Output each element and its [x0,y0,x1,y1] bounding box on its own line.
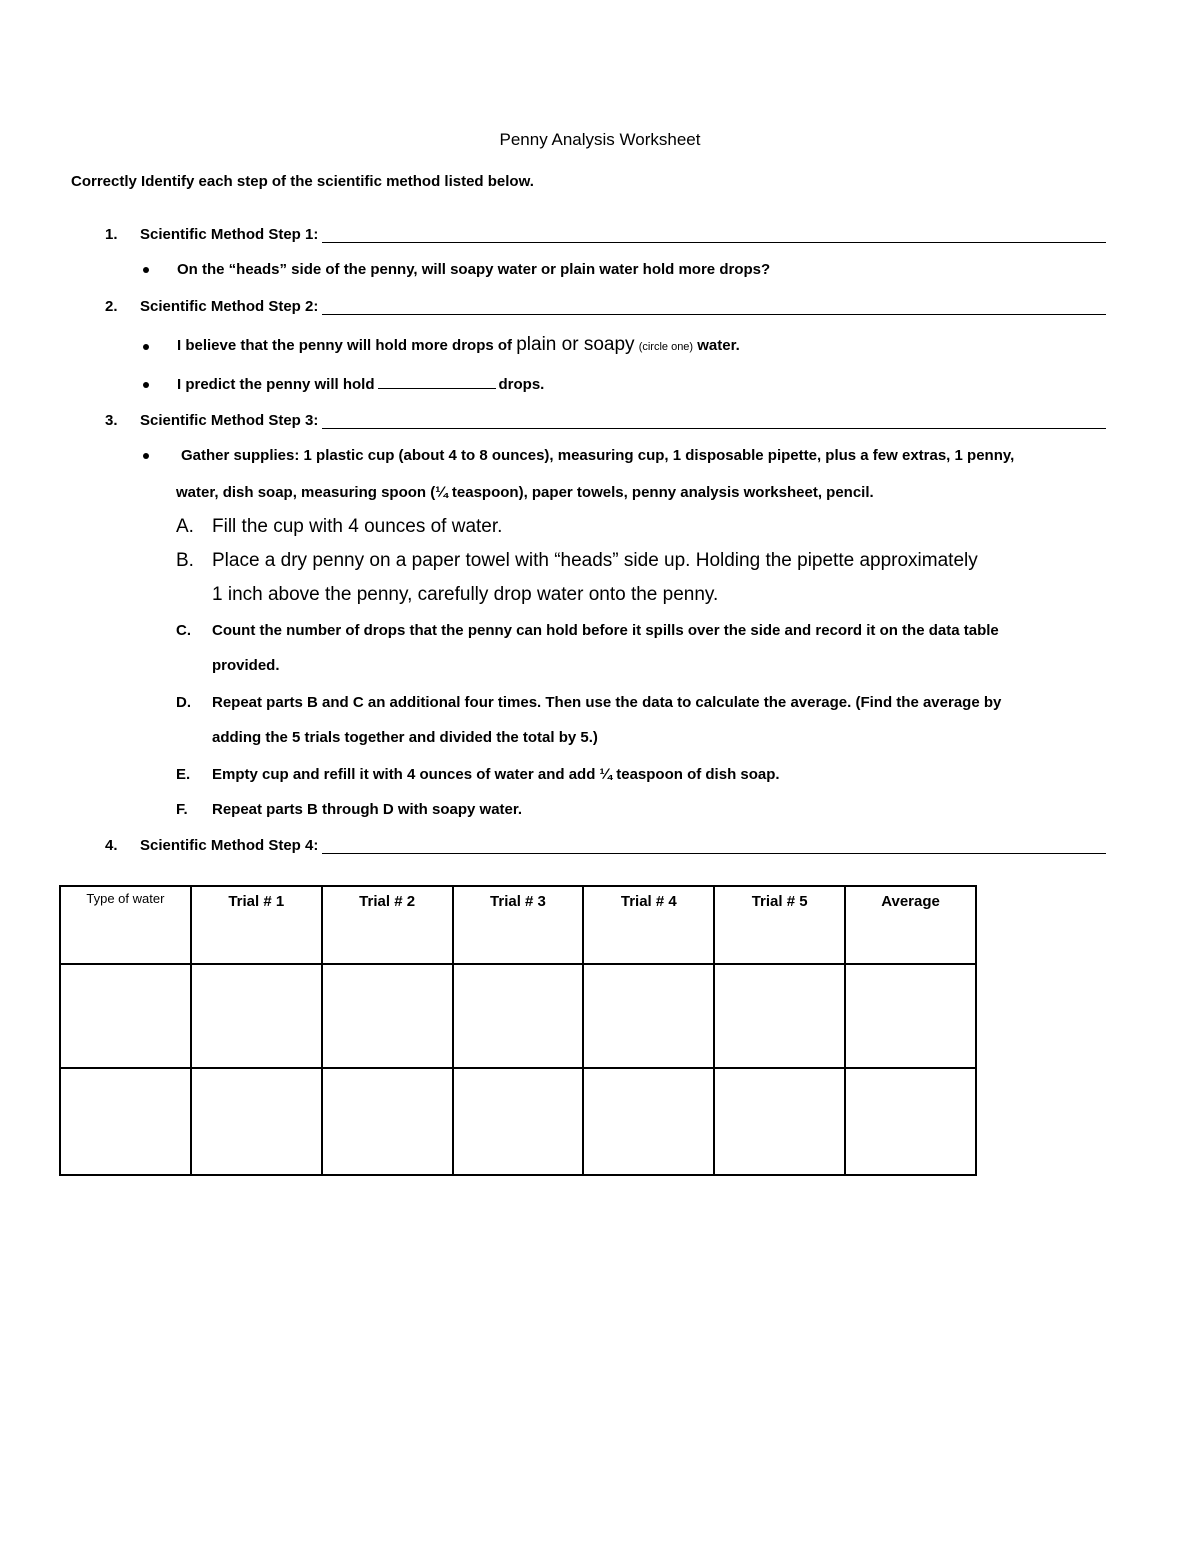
procedure-text: Place a dry penny on a paper towel with “heads” side up. Holding the pipette approximately [212,550,978,571]
step-number: 1. [105,226,118,243]
page-title: Penny Analysis Worksheet [499,130,701,149]
table-cell[interactable] [714,1068,845,1175]
step-1 [140,226,1106,243]
table-cell[interactable] [583,1068,714,1175]
step-label: Scientific Method Step 2: [140,298,319,315]
step-number: 2. [105,298,118,315]
data-table [59,885,977,1176]
prediction-statement: I predict the penny will hold drops. [177,376,545,393]
procedure-text: 1 inch above the penny, carefully drop water onto the penny. [212,584,719,605]
circle-choice[interactable]: plain or soapy [516,334,635,355]
table-cell[interactable] [583,964,714,1068]
answer-line[interactable] [322,414,1106,429]
header-trial-1: Trial # 1 [191,886,322,964]
step-4 [140,837,1106,854]
header-trial-5: Trial # 5 [714,886,845,964]
header-type-of-water: Type of water [60,886,191,964]
table-cell[interactable] [714,964,845,1068]
table-cell[interactable] [191,964,322,1068]
table-cell[interactable] [60,964,191,1068]
step-number: 4. [105,837,118,854]
procedure-letter: E. [176,766,191,783]
table-cell[interactable] [322,964,453,1068]
procedure-letter: F. [176,801,188,818]
supplies-line-2: water, dish soap, measuring spoon (¼ teaspoon), paper towels, penny analysis worksheet, pencil. [176,484,874,501]
table-cell[interactable] [191,1068,322,1175]
procedure-text: adding the 5 trials together and divided the total by 5.) [212,729,598,746]
procedure-text: provided. [212,657,280,674]
procedure-text: Fill the cup with 4 ounces of water. [212,516,503,537]
bullet-dot [143,453,149,459]
answer-line[interactable] [322,300,1106,315]
instructions: Correctly Identify each step of the scientific method listed below. [71,173,534,190]
bullet-dot [143,382,149,388]
table-cell[interactable] [845,964,976,1068]
prediction-blank[interactable] [378,376,496,389]
answer-line[interactable] [322,839,1106,854]
bullet-dot [143,267,149,273]
hypothesis-statement: I believe that the penny will hold more drops of plain or soapy (circle one) water. [177,334,740,355]
step-label: Scientific Method Step 4: [140,837,319,854]
supplies-line-1: Gather supplies: 1 plastic cup (about 4 to 8 ounces), measuring cup, 1 disposable pipette, plus a few extras, 1 penny, [181,447,1015,464]
procedure-text: Count the number of drops that the penny can hold before it spills over the side and record it on the data table [212,622,999,639]
procedure-letter: C. [176,622,191,639]
procedure-text: Repeat parts B through D with soapy water. [212,801,523,818]
table-cell[interactable] [322,1068,453,1175]
procedure-letter: D. [176,694,191,711]
table-cell[interactable] [845,1068,976,1175]
step-label: Scientific Method Step 3: [140,412,319,429]
table-row [60,964,976,1068]
table-cell[interactable] [453,964,584,1068]
step1-question: On the “heads” side of the penny, will soapy water or plain water hold more drops? [177,261,771,278]
table-cell[interactable] [60,1068,191,1175]
procedure-text: Repeat parts B and C an additional four times. Then use the data to calculate the average. (Find the average by [212,694,1002,711]
procedure-letter: A. [176,516,194,537]
table-header-row [60,886,976,964]
procedure-text: Empty cup and refill it with 4 ounces of water and add ¼ teaspoon of dish soap. [212,766,780,783]
bullet-dot [143,344,149,350]
answer-line[interactable] [322,228,1106,243]
table-cell[interactable] [453,1068,584,1175]
header-trial-3: Trial # 3 [453,886,584,964]
header-trial-4: Trial # 4 [583,886,714,964]
header-average: Average [845,886,976,964]
table-row [60,1068,976,1175]
header-trial-2: Trial # 2 [322,886,453,964]
step-label: Scientific Method Step 1: [140,226,319,243]
procedure-letter: B. [176,550,194,571]
step-number: 3. [105,412,118,429]
step-2 [140,298,1106,315]
step-3 [140,412,1106,429]
